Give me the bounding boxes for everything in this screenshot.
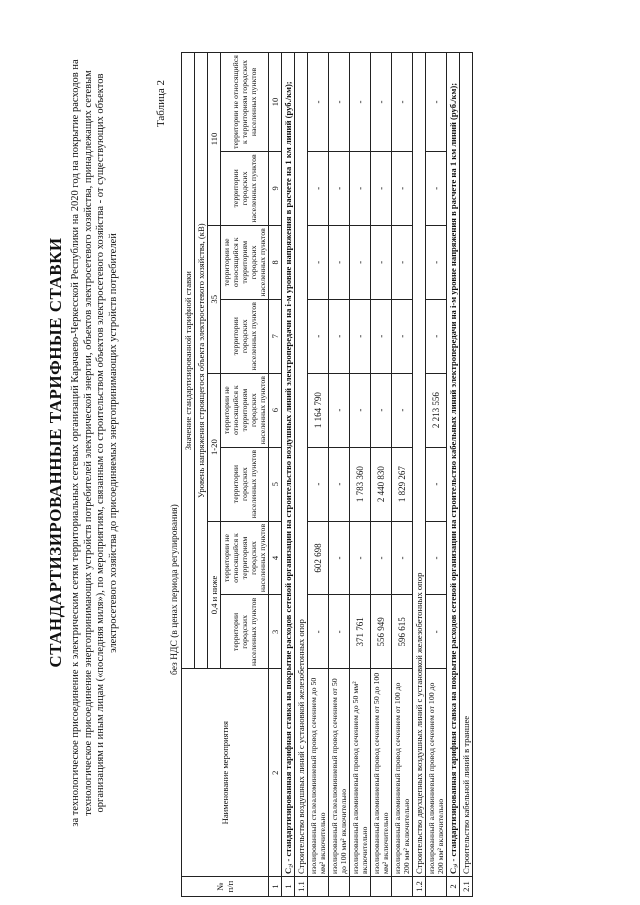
row-value: 1 783 360	[350, 447, 371, 521]
row-value: -	[426, 299, 447, 373]
table-row	[371, 53, 392, 897]
row-value: -	[308, 151, 329, 225]
row-value: -	[350, 53, 371, 152]
row-value: -	[371, 299, 392, 373]
row-name: изолированный алюминиевый провод сечением от 100 до 200 мм² включительно	[426, 669, 447, 877]
col-number: 1	[269, 877, 282, 897]
table-number: Таблица 2	[155, 80, 167, 128]
row-value: -	[426, 595, 447, 669]
row-value: -	[350, 521, 371, 595]
row-name: Строительство двухцепных воздушных линий с установкой железобетонных опор	[413, 53, 426, 877]
row-value: -	[371, 373, 392, 447]
table-row	[329, 53, 350, 897]
row-value: -	[329, 373, 350, 447]
header-v110: 110	[208, 53, 221, 226]
header-nonurban: территории не относящийся к территориям городских населенных пунктов	[221, 53, 269, 152]
row-value: -	[350, 373, 371, 447]
row-value: -	[350, 151, 371, 225]
row-value: 602 698	[308, 521, 329, 595]
header-urban: территории городских населенных пунктов	[221, 151, 269, 225]
row-value: -	[371, 225, 392, 299]
row-value: -	[329, 299, 350, 373]
row-name: C₃ᵢ - стандартизированная тарифная ставка на покрытие расходов сетевой организации на строительство кабельных линий электропередачи на i-м уровне напряжения в расчете на 1 км линий (руб./км);	[447, 53, 460, 877]
row-value: -	[329, 447, 350, 521]
row-value: -	[350, 299, 371, 373]
row-value: 1 829 267	[392, 447, 413, 521]
row-value: -	[392, 53, 413, 152]
table-row	[295, 53, 308, 897]
header-v04: 0,4 и ниже	[208, 521, 221, 669]
row-num: 1	[282, 877, 295, 897]
row-num: 1.2	[413, 877, 426, 897]
col-number: 9	[269, 151, 282, 225]
row-name: изолированный алюминиевый провод сечением от 100 до 200 мм² включительно	[392, 669, 413, 877]
row-num	[371, 877, 392, 897]
row-name: изолированный сталеалюминиевый провод сечением от 50 до 100 мм² включительно	[329, 669, 350, 877]
tariff-table	[181, 52, 473, 897]
row-value: -	[392, 299, 413, 373]
header-nonurban: территории не относящийся к территориям городских населенных пунктов	[221, 225, 269, 299]
col-number: 8	[269, 225, 282, 299]
col-number: 3	[269, 595, 282, 669]
row-value: -	[371, 53, 392, 152]
row-num: 2.1	[460, 877, 473, 897]
header-v35: 35	[208, 225, 221, 373]
row-num: 2	[447, 877, 460, 897]
row-value: -	[392, 151, 413, 225]
col-number: 2	[269, 669, 282, 877]
table-row	[460, 53, 473, 897]
row-num: 1.1	[295, 877, 308, 897]
row-value: 371 761	[350, 595, 371, 669]
document-title: СТАНДАРТИЗИРОВАННЫЕ ТАРИФНЫЕ СТАВКИ	[46, 237, 65, 668]
row-value: -	[392, 373, 413, 447]
row-name: Строительство кабельной линий в траншее	[460, 53, 473, 877]
row-value: -	[308, 595, 329, 669]
row-value: -	[426, 521, 447, 595]
header-num: № п/п	[182, 877, 269, 897]
header-nonurban: территории не относящийся к территориям городских населенных пунктов	[221, 521, 269, 595]
row-name: C₂ᵢ - стандартизированная тарифная ставка на покрытие расходов сетевой организации на строительство воздушных линий электропередачи на i-м уровне напряжения в расчете на 1 км линий (руб./км);	[282, 53, 295, 877]
table-row	[426, 53, 447, 897]
row-name: изолированный алюминиевый провод сечением до 50 мм² включительно	[350, 669, 371, 877]
row-name: изолированный алюминиевый провод сечением от 50 до 100 мм² включительно	[371, 669, 392, 877]
row-value: -	[350, 225, 371, 299]
row-value: -	[371, 151, 392, 225]
row-name: изолированный сталеалюминиевый провод сечением до 50 мм² включительно	[308, 669, 329, 877]
row-num	[329, 877, 350, 897]
row-value: 2 213 556	[426, 373, 447, 447]
row-value: -	[371, 521, 392, 595]
row-value: -	[308, 225, 329, 299]
row-value: -	[392, 225, 413, 299]
col-number: 5	[269, 447, 282, 521]
header-nonurban: территории не относящийся к территориям городских населенных пунктов	[221, 373, 269, 447]
row-value: -	[308, 299, 329, 373]
header-v120: 1-20	[208, 373, 221, 521]
row-value: -	[426, 151, 447, 225]
table-row	[447, 53, 460, 897]
document-subtitle: за технологическое присоединение к электрическим сетям территориальных сетевых организаций Карачаево-Черкесской Республики на 2020 год на покрытие расходов на технологическое присоединение энергопринимающих устройств потребителей электрической энергии, объектов электросетевого хозяйства, принадлежащих сетевым организациям и иным лицам («последняя миля»), по мероприятиям, связанным со строительством объектов электросетевого хозяйства - от существующих объектов электросетевого хозяйства до присоединяемых энергопринимающих устройств потребителей	[70, 59, 119, 827]
col-number: 7	[269, 299, 282, 373]
row-value: 2 440 830	[371, 447, 392, 521]
row-value: -	[329, 521, 350, 595]
row-name: Строительство воздушных линий с установкой железобетонных опор	[295, 53, 308, 877]
price-note: без НДС (в ценах периода регулирования)	[170, 504, 180, 675]
row-value: 1 164 790	[308, 373, 329, 447]
table-row	[308, 53, 329, 897]
col-number: 4	[269, 521, 282, 595]
table-row	[350, 53, 371, 897]
row-num	[350, 877, 371, 897]
row-value: -	[426, 53, 447, 152]
header-value-group: Значение стандартизированной тарифной ставки	[182, 53, 195, 669]
col-number: 6	[269, 373, 282, 447]
row-value: 596 615	[392, 595, 413, 669]
header-name: Наименование мероприятия	[182, 669, 269, 877]
header-voltage-group: Уровень напряжения строящегося объекта электросетевого хозяйства, (кВ)	[195, 53, 208, 669]
row-value: -	[329, 225, 350, 299]
row-value: -	[308, 447, 329, 521]
row-num	[308, 877, 329, 897]
row-value: -	[426, 447, 447, 521]
row-value: -	[392, 521, 413, 595]
table-row	[413, 53, 426, 897]
row-value: -	[329, 53, 350, 152]
row-value: -	[426, 225, 447, 299]
table-row	[392, 53, 413, 897]
header-urban: территории городских населенных пунктов	[221, 595, 269, 669]
row-num	[426, 877, 447, 897]
header-urban: территории городских населенных пунктов	[221, 447, 269, 521]
row-value: -	[308, 53, 329, 152]
col-number: 10	[269, 53, 282, 152]
table-row	[282, 53, 295, 897]
row-num	[392, 877, 413, 897]
header-urban: территории городских населенных пунктов	[221, 299, 269, 373]
row-value: 556 949	[371, 595, 392, 669]
row-value: -	[329, 595, 350, 669]
row-value: -	[329, 151, 350, 225]
